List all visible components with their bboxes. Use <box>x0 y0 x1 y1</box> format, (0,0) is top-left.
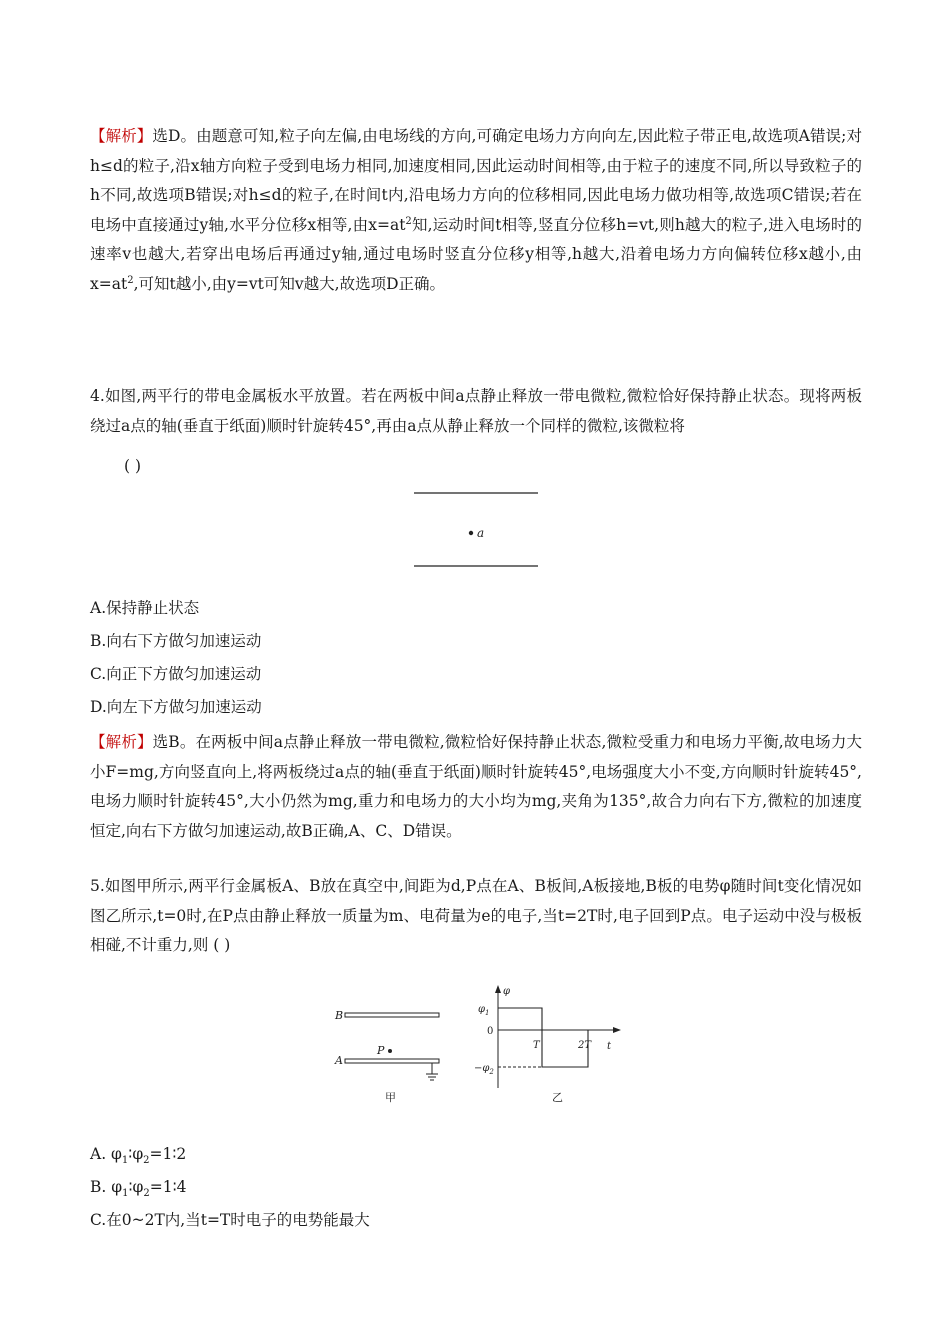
option-4a: A.保持静止状态 <box>90 599 200 617</box>
question-4-figure <box>400 478 560 578</box>
plate-a-label: A <box>335 1054 343 1067</box>
neg-phi2-label: $-\varphi_2$ <box>474 1063 494 1076</box>
option-4d: D.向左下方做匀加速运动 <box>90 698 262 716</box>
question-4-text: 4.如图,两平行的带电金属板水平放置。若在两板中间a点静止释放一带电微粒,微粒恰好保持静止状态。现将两板绕过a点的轴(垂直于纸面)顺时针旋转45°,再由a点从静止释放一个同样的微粒,该微粒将 <box>90 387 862 435</box>
t-axis-label: t <box>607 1041 612 1052</box>
phi-axis-arrow <box>495 985 501 993</box>
question-5-stem <box>90 872 862 961</box>
question-5-blank: ( ) <box>213 936 231 954</box>
answer-3-text-2: 知,运动时间t相等,竖直分位移h=vt,则h越大的粒子,进入电场时的速率v也越大,若穿出电场后再通过y轴,通过电场时竖直分位移y相等,h越大,沿着电场力方向偏转位移x越小,由x=at <box>90 215 862 293</box>
answer-4-text: 选B。在两板中间a点静止释放一带电微粒,微粒恰好保持静止状态,微粒受重力和电场力平衡,故电场力大小F=mg,方向竖直向上,将两板绕过a点的轴(垂直于纸面)顺时针旋转45°,电场强度大小不变,方向顺时针旋转45°,电场力顺时针旋转45°,大小仍然为mg,重力和电场力的大小均为mg,夹角为135°,故合力向右下方,微粒的加速度恒定,向右下方做匀加速运动,故B正确,A、C、D错误。 <box>90 733 862 840</box>
t-axis-arrow <box>613 1027 621 1033</box>
answer-3-text-3: ,可知t越小,由y=vt可知v越大,故选项D正确。 <box>133 274 446 293</box>
figure-yi <box>470 980 630 1110</box>
plate-a <box>345 1059 439 1063</box>
analysis-tag: 【解析】 <box>90 733 153 751</box>
zero-label: 0 <box>487 1026 494 1037</box>
point-p-label: P <box>377 1044 385 1057</box>
analysis-tag: 【解析】 <box>90 127 153 145</box>
point-a-label: a <box>477 526 485 540</box>
plate-b-label: B <box>335 1009 344 1022</box>
T-label: T <box>533 1040 540 1051</box>
point-a-dot <box>469 531 473 535</box>
option-5c: C.在0~2T内,当t=T时电子的电势能最大 <box>90 1211 370 1229</box>
phi1-label: $\varphi_1$ <box>478 1004 490 1017</box>
option-5a: A. $\varphi_1∶\varphi_2=1∶2$ <box>90 1145 187 1167</box>
figure-yi-caption: 乙 <box>552 1091 563 1104</box>
phi-waveform <box>498 1008 588 1067</box>
question-4-blank: ( ) <box>124 457 142 475</box>
question-4-stem <box>90 382 862 441</box>
option-4b: B.向右下方做匀加速运动 <box>90 632 262 650</box>
superscript: 2 <box>127 274 134 286</box>
phi-axis-label: φ <box>503 986 511 997</box>
plate-b <box>345 1013 439 1017</box>
figure-jia <box>330 1000 450 1110</box>
option-5b: B. $\varphi_1∶\varphi_2=1∶4$ <box>90 1178 187 1200</box>
option-4c: C.向正下方做匀加速运动 <box>90 665 262 683</box>
2T-label: 2T <box>578 1040 592 1051</box>
question-5-text: 5.如图甲所示,两平行金属板A、B放在真空中,间距为d,P点在A、B板间,A板接地,B板的电势φ随时间t变化情况如图乙所示,t=0时,在P点由静止释放一质量为m、电荷量为e的电子,当t=2T时,电子回到P点。电子运动中没与极板相碰,不计重力,则 <box>90 877 862 954</box>
answer-3-text: 选D。由题意可知,粒子向左偏,由电场线的方向,可确定电场力方向向左,因此粒子带正电,故选项A错误;对h≤d的粒子,沿x轴方向粒子受到电场力相同,加速度相同,因此运动时间相等,由于粒子的速度不同,所以导致粒子的h不同,故选项B错误;对h≤d的粒子,在时间t内,沿电场力方向的位移相同,因此电场力做功相等,故选项C错误;若在电场中直接通过y轴,水平分位移x相等,由x=at <box>90 127 862 234</box>
point-p-dot <box>388 1049 392 1053</box>
answer-4-analysis <box>90 728 862 846</box>
figure-jia-caption: 甲 <box>385 1091 396 1104</box>
superscript: 2 <box>405 215 412 227</box>
answer-3-analysis <box>90 122 862 299</box>
